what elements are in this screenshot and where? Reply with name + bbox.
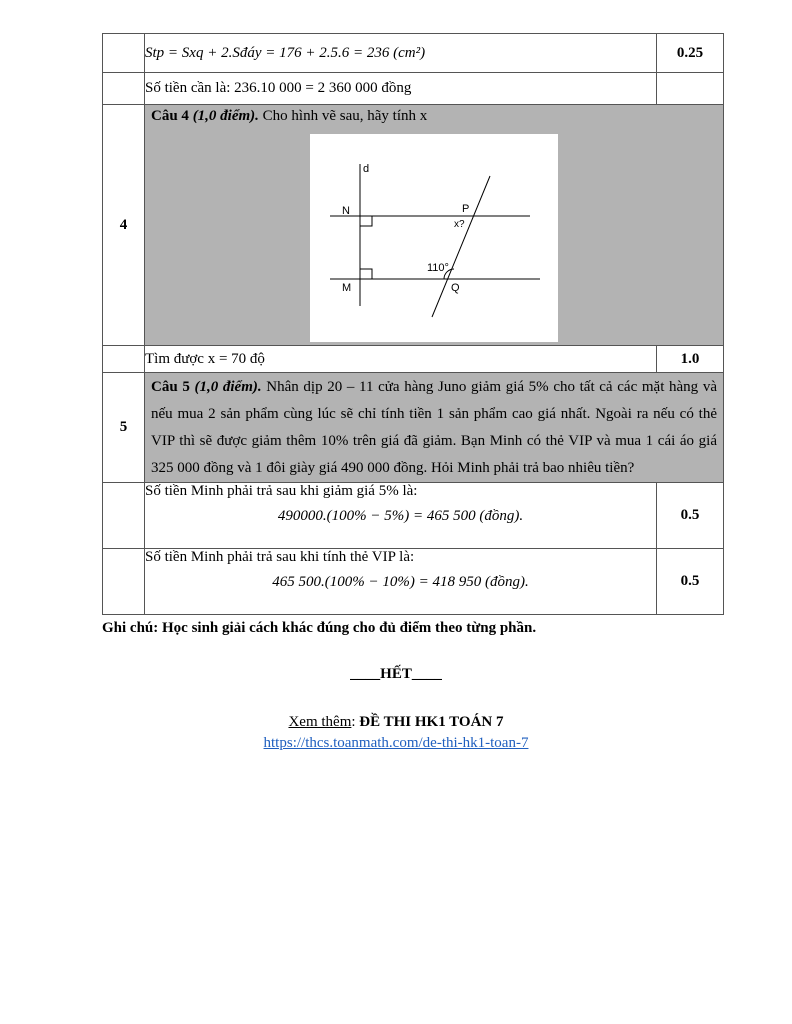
transversal-line: [432, 176, 490, 317]
geometry-figure: [310, 134, 558, 342]
question-label: Câu 5: [151, 378, 190, 395]
points-cell: 0.5: [657, 549, 724, 615]
points-cell: [657, 73, 724, 105]
grading-note: Ghi chú: Học sinh giải cách khác đúng cho đủ điểm theo từng phần.: [102, 620, 537, 636]
points-cell: 0.25: [657, 34, 724, 73]
table-row: [103, 34, 724, 73]
table-row: [103, 105, 724, 346]
question-4-cell: [145, 105, 724, 346]
label-p: P: [462, 203, 470, 215]
label-m: M: [342, 282, 352, 294]
more-link[interactable]: https://thcs.toanmath.com/de-thi-hk1-toan-7: [263, 735, 529, 751]
step-2-cell: [145, 549, 657, 615]
row-number-cell: [103, 73, 145, 105]
table-row: [103, 346, 724, 373]
label-x: x?: [454, 219, 465, 230]
question-number: 5: [103, 373, 145, 483]
table-row: [103, 373, 724, 483]
right-angle-mark-n: [360, 216, 372, 226]
question-points: (1,0 điểm).: [192, 108, 259, 124]
label-d: d: [363, 163, 370, 175]
question-prompt: Nhân dịp 20 – 11 cửa hàng Juno giảm giá 5% cho tất cả các mặt hàng và nếu mua 2 sản phẩm cùng lúc sẽ chỉ tính tiền 1 sản phẩm cao giá nhất. Ngoài ra nếu có thẻ VIP thì sẽ được giảm thêm 10% trên giá đã giảm. Bạn Minh có thẻ VIP và mua 1 cái áo giá 325 000 đồng và 1 đôi giày giá 490 000 đồng. Hỏi Minh phải trả bao nhiêu tiền?: [151, 378, 717, 476]
label-q: Q: [451, 282, 460, 294]
table-row: [103, 549, 724, 615]
step-1-text: Số tiền Minh phải trả sau khi giảm giá 5% là:: [145, 483, 418, 499]
question-number: 4: [103, 105, 145, 346]
see-more: Xem thêm: ĐỀ THI HK1 TOÁN 7: [288, 714, 504, 730]
see-more-label: Xem thêm: [288, 714, 352, 730]
answer-table: [102, 33, 724, 615]
step-1-cell: [145, 483, 657, 549]
money-text: Số tiền cần là: 236.10 000 = 2 360 000 đồng: [145, 73, 657, 105]
row-number-cell: [103, 549, 145, 615]
points-cell: 1.0: [657, 346, 724, 373]
label-n: N: [342, 205, 350, 217]
question-label: Câu 4: [151, 108, 189, 124]
see-more-title: ĐỀ THI HK1 TOÁN 7: [359, 714, 504, 730]
question-5-cell: [145, 373, 724, 483]
points-cell: 0.5: [657, 483, 724, 549]
row-number-cell: [103, 34, 145, 73]
row-number-cell: [103, 483, 145, 549]
table-row: [103, 73, 724, 105]
right-angle-mark-m: [360, 269, 372, 279]
step-2-text: Số tiền Minh phải trả sau khi tính thẻ VIP là:: [145, 549, 415, 565]
end-mark: ____HẾT____: [350, 666, 442, 682]
answer-text: Tìm được x = 70 độ: [145, 346, 657, 373]
row-number-cell: [103, 346, 145, 373]
stp-formula: Stp = Sxq + 2.Sđáy = 176 + 2.5.6 = 236 (cm²): [145, 34, 657, 73]
label-angle: 110°: [427, 262, 449, 274]
step-2-formula: 465 500.(100% − 10%) = 418 950 (đồng).: [272, 574, 529, 590]
question-points: (1,0 điểm).: [194, 378, 262, 395]
step-1-formula: 490000.(100% − 5%) = 465 500 (đồng).: [277, 508, 524, 524]
geometry-diagram: [310, 134, 558, 342]
question-prompt: Cho hình vẽ sau, hãy tính x: [262, 108, 428, 124]
table-row: [103, 483, 724, 549]
